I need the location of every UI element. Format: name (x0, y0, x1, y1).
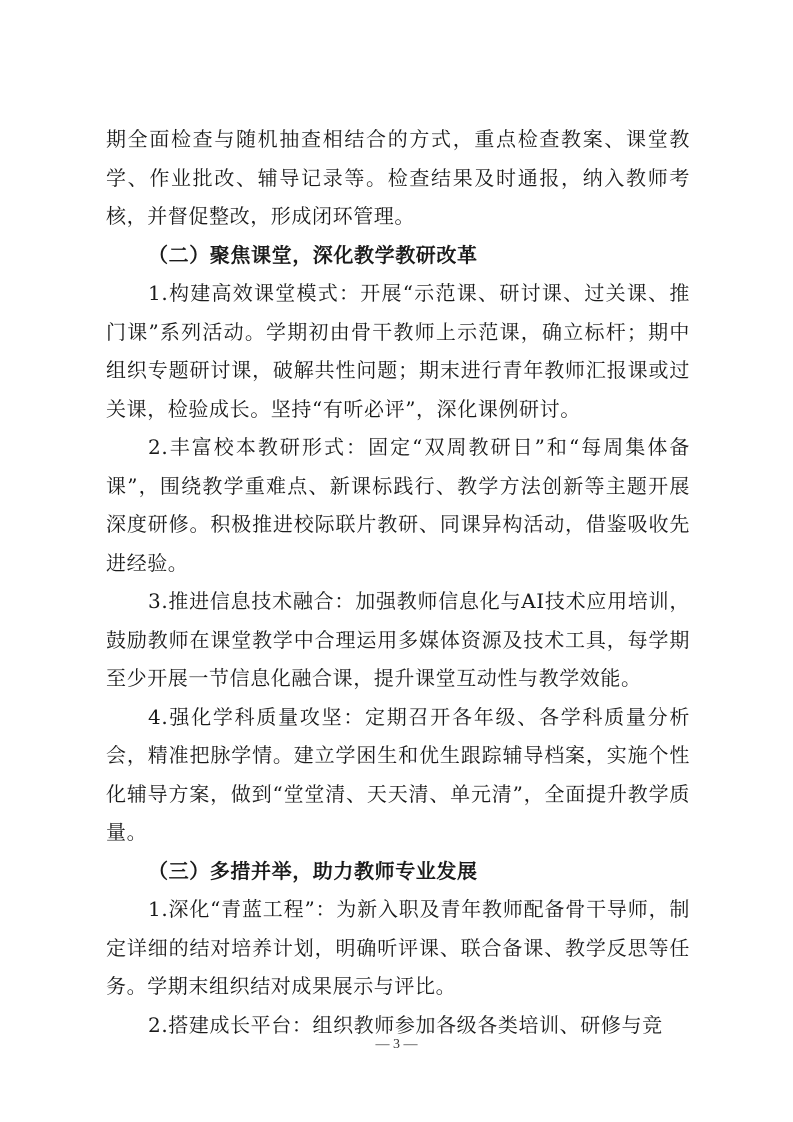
section-heading-3: （三）多措并举，助力教师专业发展 (148, 858, 478, 883)
paragraph-efficient-classroom: 1.构建高效课堂模式：开展“示范课、研讨课、过关课、推门课”系列活动。学期初由骨干教师上示范课，确立标杆；期中组织专题研讨课，破解共性问题；期末进行青年教师汇报课或过关课，检验成长。坚持“有听必评”，深化课例研讨。 (106, 281, 690, 421)
paragraph-mentoring-project: 1.深化“青蓝工程”：为新入职及青年教师配备骨干导师，制定详细的结对培养计划，明确听评课、联合备课、教学反思等任务。学期末组织结对成果展示与评比。 (106, 897, 690, 998)
document-body (106, 120, 690, 1044)
paragraph-it-integration: 3.推进信息技术融合：加强教师信息化与AI技术应用培训，鼓励教师在课堂教学中合理运用多媒体资源及技术工具，每学期至少开展一节信息化融合课，提升课堂互动性与教学效能。 (106, 589, 690, 690)
paragraph-school-research: 2.丰富校本教研形式：固定“双周教研日”和“每周集体备课”，围绕教学重难点、新课标践行、教学方法创新等主题开展深度研修。积极推进校际联片教研、同课异构活动，借鉴吸收先进经验。 (106, 435, 690, 575)
page-number: — 3 — (375, 1037, 418, 1052)
paragraph-continuation: 期全面检查与随机抽查相结合的方式，重点检查教案、课堂教学、作业批改、辅导记录等。检查结果及时通报，纳入教师考核，并督促整改，形成闭环管理。 (106, 127, 690, 228)
section-heading-2: （二）聚焦课堂，深化教学教研改革 (148, 242, 478, 267)
paragraph-growth-platform: 2.搭建成长平台：组织教师参加各级各类培训、研修与竞 (148, 1012, 663, 1037)
paragraph-quality-improvement: 4.强化学科质量攻坚：定期召开各年级、各学科质量分析会，精准把脉学情。建立学困生和优生跟踪辅导档案，实施个性化辅导方案，做到“堂堂清、天天清、单元清”，全面提升教学质量。 (106, 704, 690, 844)
